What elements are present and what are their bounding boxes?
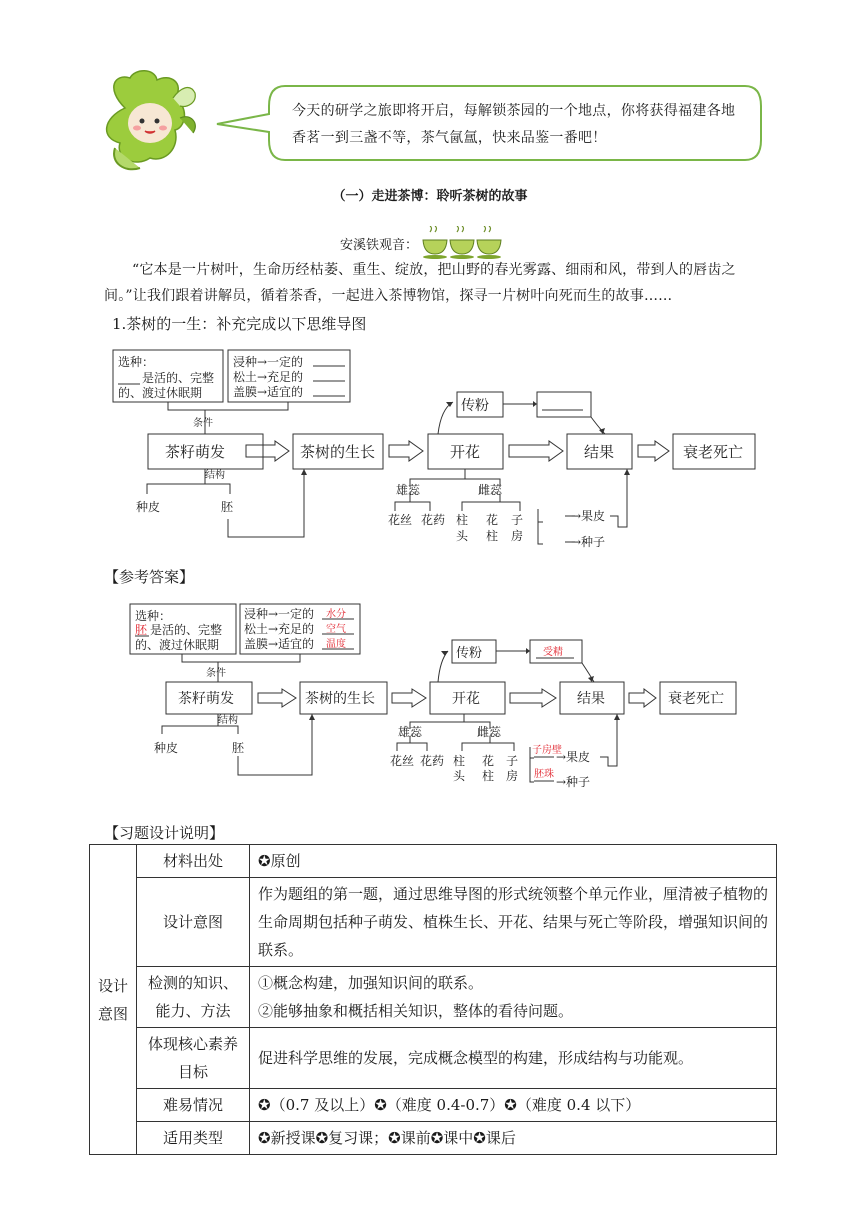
ans-tiaojian: 条件 <box>206 668 226 679</box>
label-difficulty: 难易情况 <box>137 1089 250 1122</box>
ans-zhongpi: 种皮 <box>154 741 179 755</box>
mm-guopi: →果皮 <box>571 509 606 523</box>
ans-jiegou: 结构 <box>218 715 238 726</box>
mm-huayao: 花药 <box>421 513 446 527</box>
mm-chuanfen: 传粉 <box>461 398 489 414</box>
mm-shengzhang: 茶树的生长 <box>300 443 376 461</box>
section-title: （一）走进茶博：聆听茶树的故事 <box>332 189 528 204</box>
mm-zhu2: 柱 <box>486 529 499 543</box>
mm-pei: 胚 <box>221 500 234 514</box>
ans-zhu2: 柱 <box>482 769 495 783</box>
mm-shuailao: 衰老死亡 <box>683 443 744 461</box>
label-intent: 设计意图 <box>137 878 250 967</box>
content-type: ✪新授课✪复习课；✪课前✪课中✪课后 <box>250 1122 777 1155</box>
audio-label: 安溪铁观音： <box>340 237 419 253</box>
mm-jieguo: 结果 <box>584 443 615 461</box>
tea-cups-icon[interactable] <box>422 226 506 260</box>
row-header: 设计意图 <box>90 845 137 1155</box>
content-difficulty: ✪（0.7 及以上）✪（难度 0.4-0.7）✪（难度 0.4 以下） <box>250 1089 777 1122</box>
ans-zifangbi: 子房壁 <box>532 745 562 756</box>
label-literacy: 体现核心素养目标 <box>137 1028 250 1089</box>
mindmap-answer <box>122 600 752 800</box>
ans-cond3: 盖膜→适宜的 <box>244 637 315 651</box>
mm-zhu: 柱 <box>456 513 469 527</box>
ans-xuanzhong: 选种： <box>135 609 172 623</box>
tea-leaf-mascot-icon <box>95 68 205 180</box>
ans-guopi: →果皮 <box>556 750 591 764</box>
mm-fang: 房 <box>511 529 524 543</box>
mm-tiaojian: 条件 <box>193 418 213 429</box>
mm-jiegou: 结构 <box>205 470 225 481</box>
ans-cond1: 浸种→一定的 <box>244 607 315 621</box>
ans-pei-answer: 胚 <box>135 623 148 637</box>
ans-kongqi: 空气 <box>326 624 346 635</box>
mm-zhongpi: 种皮 <box>136 500 161 514</box>
mindmap-blank <box>105 344 765 554</box>
ans-pei: 胚 <box>232 741 245 755</box>
ans-mengfa: 茶籽萌发 <box>178 691 234 707</box>
ans-jieguo: 结果 <box>577 691 605 707</box>
ans-cirui: 雌蕊 <box>477 725 502 739</box>
ans-shengzhang: 茶树的生长 <box>305 691 375 707</box>
knowledge-1: ①概念构建，加强知识间的联系。 <box>258 974 484 992</box>
ans-wendu: 温度 <box>326 639 346 650</box>
ans-chuanfen: 传粉 <box>456 646 483 661</box>
mm-zhongzi: →种子 <box>571 535 606 549</box>
intro-paragraph: “它本是一片树叶，生命历经枯萎、重生、绽放，把山野的春光雾露、细雨和风，带到人的唇齿之间。”让我们跟着讲解员，循着茶香，一起进入茶博物馆，探寻一片树叶向死而生的故事…… <box>104 262 736 304</box>
label-type: 适用类型 <box>137 1122 250 1155</box>
question-1: 1.茶树的一生：补充完成以下思维导图 <box>112 315 367 333</box>
mm-xiongrui: 雄蕊 <box>396 483 421 497</box>
ans-shuifen: 水分 <box>326 609 346 620</box>
ans-cond2: 松土→充足的 <box>244 622 315 636</box>
design-label: 【习题设计说明】 <box>104 824 225 842</box>
answer-label: 【参考答案】 <box>104 568 195 586</box>
ans-kaihua: 开花 <box>452 691 480 707</box>
mm-huasi: 花丝 <box>388 513 413 527</box>
mm-xuanzhong: 选种： <box>118 355 155 369</box>
mm-cond1: 浸种→一定的 <box>233 355 304 369</box>
ans-xuanzhong-3: 的、渡过休眠期 <box>135 638 220 652</box>
mm-hua: 花 <box>486 513 499 527</box>
knowledge-2: ②能够抽象和概括相关知识，整体的看待问题。 <box>258 1002 574 1020</box>
label-source: 材料出处 <box>137 845 250 878</box>
content-knowledge <box>250 967 777 1028</box>
content-intent: 作为题组的第一题，通过思维导图的形式统领整个单元作业，厘清被子植物的生命周期包括种子萌发、植株生长、开花、结果与死亡等阶段，增强知识间的联系。 <box>250 878 777 967</box>
mm-tou: 头 <box>456 529 469 543</box>
content-literacy: 促进科学思维的发展，完成概念模型的构建，形成结构与功能观。 <box>250 1028 777 1089</box>
ans-shuailao: 衰老死亡 <box>668 691 724 707</box>
mm-cond3: 盖膜→适宜的 <box>233 385 304 399</box>
ans-huayao: 花药 <box>420 754 445 768</box>
ans-fang: 房 <box>506 769 519 783</box>
bubble-text: 今天的研学之旅即将开启，每解锁茶园的一个地点，你将获得福建各地香茗一到三盏不等，茶气氤氲，快来品鉴一番吧！ <box>292 103 736 146</box>
mm-mengfa: 茶籽萌发 <box>165 443 226 461</box>
mm-xuanzhong-3: 的、渡过休眠期 <box>118 386 203 400</box>
ans-huasi: 花丝 <box>390 754 415 768</box>
ans-hua: 花 <box>482 754 495 768</box>
ans-shoujing: 受精 <box>543 647 563 658</box>
ans-xiongrui: 雄蕊 <box>398 725 423 739</box>
ans-tou: 头 <box>453 769 466 783</box>
ans-peizhu: 胚珠 <box>534 769 554 780</box>
mm-zi: 子 <box>511 513 524 527</box>
ans-zhongzi: →种子 <box>556 775 591 789</box>
ans-zi: 子 <box>506 754 519 768</box>
content-source: ✪原创 <box>250 845 777 878</box>
mm-cirui: 雌蕊 <box>478 483 503 497</box>
mm-kaihua: 开花 <box>450 443 481 461</box>
mm-cond2: 松土→充足的 <box>233 370 304 384</box>
design-table <box>89 844 777 1155</box>
ans-xuanzhong-2: 是活的、完整 <box>150 623 223 637</box>
audio-line <box>340 226 506 260</box>
mm-xuanzhong-2: 是活的、完整 <box>142 371 215 385</box>
ans-zhu: 柱 <box>453 754 466 768</box>
label-knowledge: 检测的知识、能力、方法 <box>137 967 250 1028</box>
